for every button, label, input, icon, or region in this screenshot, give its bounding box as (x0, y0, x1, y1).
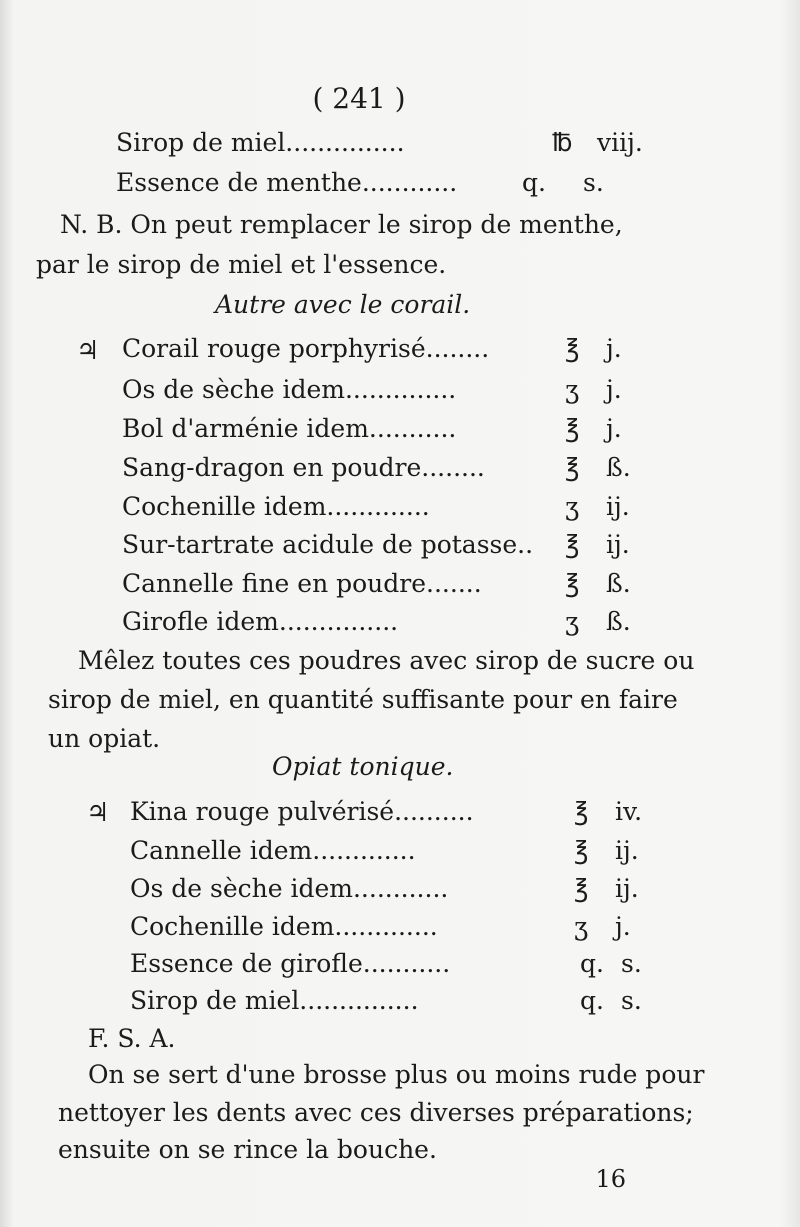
ingredient-unit: ℥ (565, 569, 580, 598)
ingredient-name: Essence de girofle........... (130, 949, 451, 978)
ingredient-row (130, 836, 650, 870)
ingredient-name: Sur-tartrate acidule de potasse.. (122, 530, 534, 559)
ingredient-unit: ʒ (565, 492, 580, 521)
ingredient-quantity: ß. (606, 453, 631, 482)
ingredient-unit: q. (580, 986, 604, 1015)
ingredient-quantity: ij. (615, 874, 639, 903)
ingredient-quantity: viij. (597, 128, 643, 157)
ingredient-name: Girofle idem............... (122, 607, 399, 636)
ingredient-name: Cochenille idem............. (130, 912, 438, 941)
paragraph-line: ensuite on se rince la bouche. (58, 1135, 437, 1164)
ingredient-quantity: ij. (606, 492, 630, 521)
note-line: par le sirop de miel et l'essence. (36, 250, 447, 279)
section-heading: Autre avec le corail. (215, 290, 471, 319)
ingredient-unit: ℥ (574, 874, 589, 903)
ingredient-row (122, 492, 642, 526)
ingredient-quantity: s. (621, 949, 642, 978)
ingredient-quantity: s. (583, 168, 604, 197)
paragraph-line: Mêlez toutes ces poudres avec sirop de sucre ou (78, 646, 695, 675)
ingredient-row (122, 334, 642, 368)
paragraph-line: On se sert d'une brosse plus ou moins rude pour (88, 1060, 705, 1089)
ingredient-quantity: j. (615, 912, 631, 941)
ingredient-unit: ℥ (565, 414, 580, 443)
paragraph-line: nettoyer les dents avec ces diverses préparations; (58, 1098, 694, 1127)
ingredient-unit: ℥ (574, 797, 589, 826)
section-heading: Opiat tonique. (272, 752, 454, 781)
ingredient-quantity: j. (606, 334, 622, 363)
ingredient-row (130, 912, 650, 946)
ingredient-name: Cochenille idem............. (122, 492, 430, 521)
paragraph-line: un opiat. (48, 724, 161, 753)
ingredient-unit: q. (580, 949, 604, 978)
ingredient-row (130, 949, 650, 983)
ingredient-row (122, 375, 642, 409)
ingredient-unit: ℔ (552, 128, 573, 157)
recipe-symbol: ♃ (76, 336, 100, 366)
ingredient-name: Cannelle idem............. (130, 836, 416, 865)
ingredient-row (130, 874, 650, 908)
ingredient-row (130, 986, 650, 1020)
ingredient-row (130, 797, 650, 831)
ingredient-name: Kina rouge pulvérisé.......... (130, 797, 474, 826)
ingredient-quantity: ß. (606, 607, 631, 636)
paragraph-line: sirop de miel, en quantité suffisante pour en faire (48, 685, 678, 714)
ingredient-row (116, 168, 656, 202)
ingredient-name: Sirop de miel............... (116, 128, 405, 157)
ingredient-name: Cannelle fine en poudre....... (122, 569, 482, 598)
ingredient-unit: ℥ (565, 453, 580, 482)
ingredient-unit: ʒ (565, 607, 580, 636)
ingredient-unit: ℥ (565, 334, 580, 363)
ingredient-unit: ℥ (574, 836, 589, 865)
signature-mark: 16 (595, 1165, 626, 1193)
ingredient-unit: ʒ (574, 912, 589, 941)
ingredient-name: Os de sèche idem............ (130, 874, 449, 903)
ingredient-row (116, 128, 656, 162)
ingredient-name: Sang-dragon en poudre........ (122, 453, 485, 482)
ingredient-quantity: ij. (606, 530, 630, 559)
fsa-line: F. S. A. (88, 1024, 176, 1053)
ingredient-quantity: s. (621, 986, 642, 1015)
ingredient-row (122, 569, 642, 603)
ingredient-unit: ℥ (565, 530, 580, 559)
ingredient-quantity: j. (606, 414, 622, 443)
ingredient-quantity: j. (606, 375, 622, 404)
ingredient-unit: ʒ (565, 375, 580, 404)
ingredient-name: Os de sèche idem.............. (122, 375, 457, 404)
ingredient-quantity: ij. (615, 836, 639, 865)
ingredient-name: Essence de menthe............ (116, 168, 458, 197)
ingredient-row (122, 530, 642, 564)
note-line: N. B. On peut remplacer le sirop de menthe, (60, 210, 623, 239)
page-number: ( 241 ) (312, 82, 406, 115)
ingredient-quantity: iv. (615, 797, 643, 826)
ingredient-unit: q. (522, 168, 546, 197)
ingredient-name: Sirop de miel............... (130, 986, 419, 1015)
ingredient-row (122, 414, 642, 448)
ingredient-quantity: ß. (606, 569, 631, 598)
ingredient-name: Corail rouge porphyrisé........ (122, 334, 490, 363)
ingredient-row (122, 607, 642, 641)
ingredient-name: Bol d'arménie idem........... (122, 414, 457, 443)
recipe-symbol: ♃ (86, 798, 110, 828)
ingredient-row (122, 453, 642, 487)
